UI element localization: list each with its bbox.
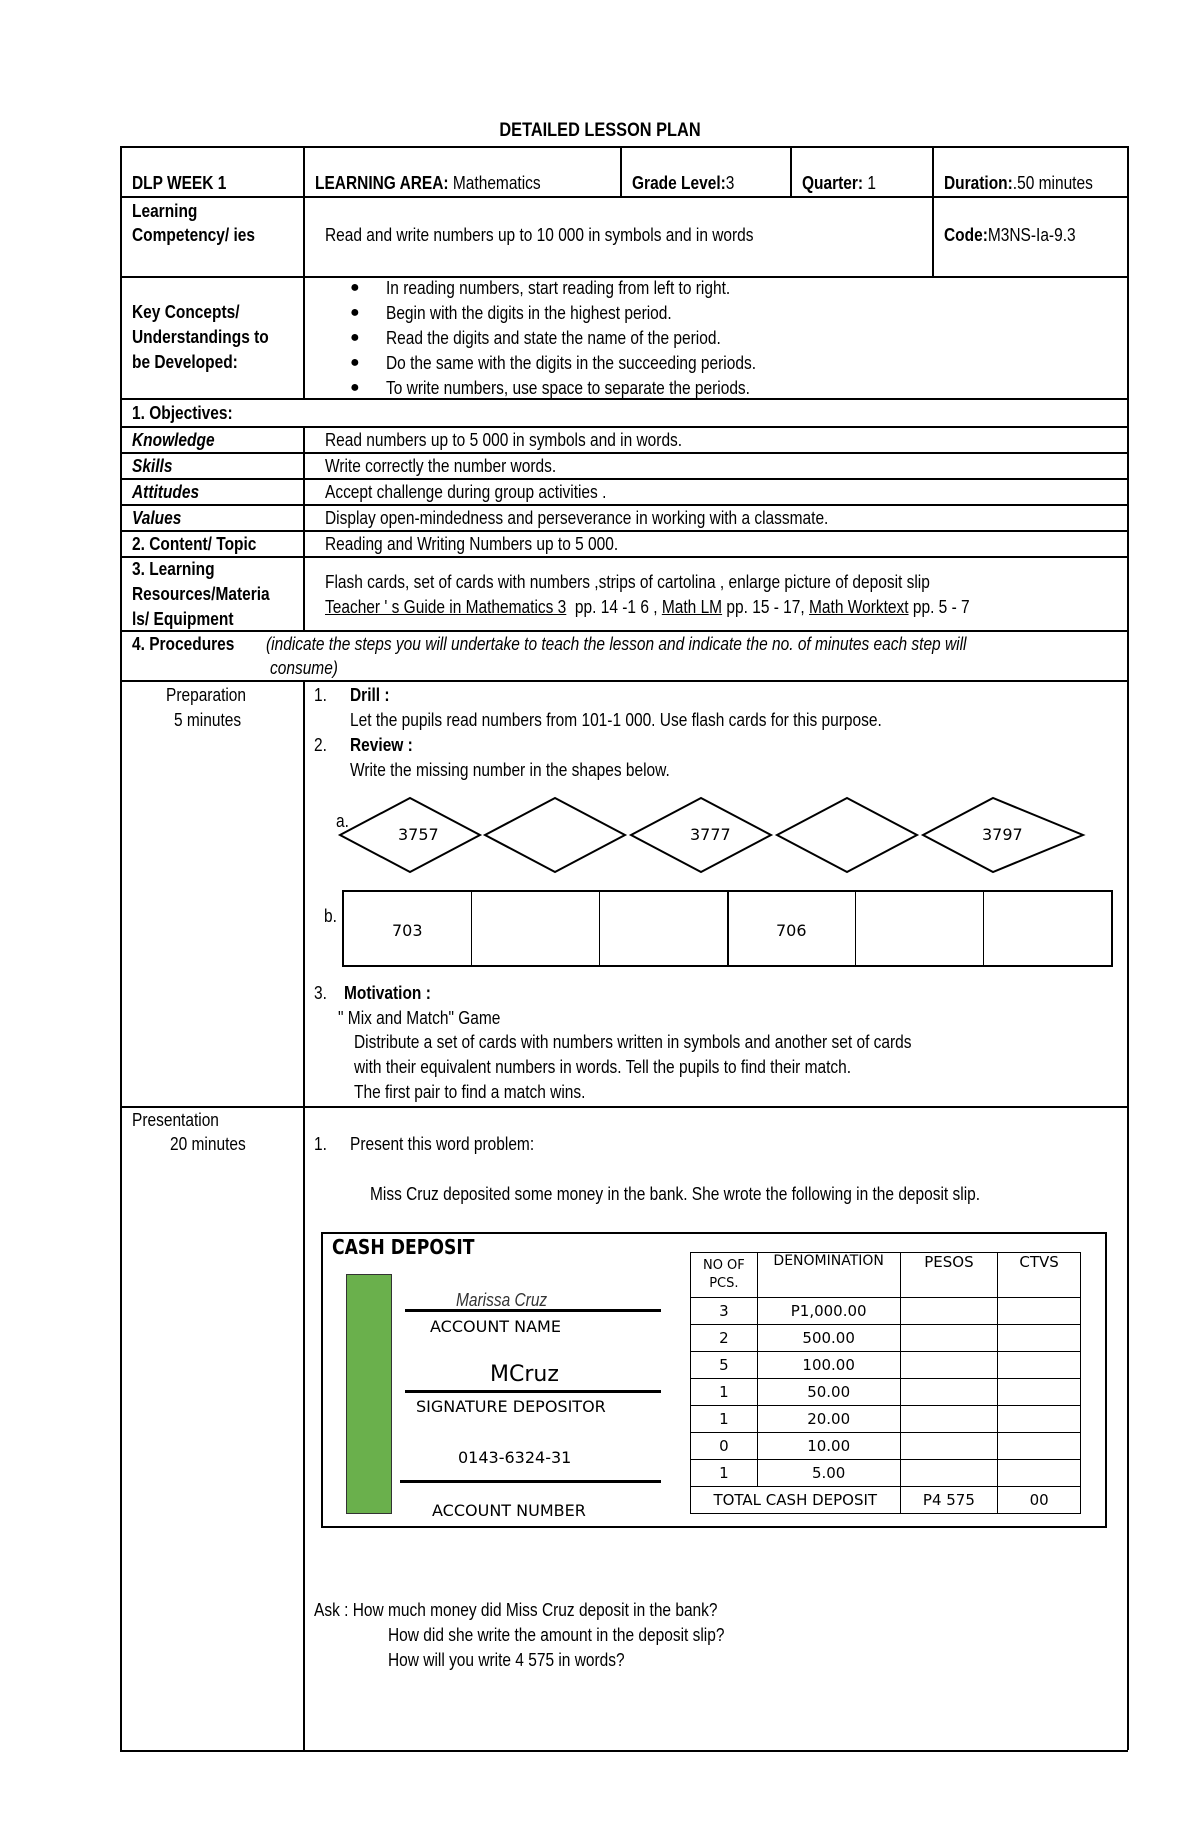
presentation-minutes: 20 minutes (170, 1134, 246, 1154)
review-a-label: a. (336, 811, 349, 831)
total-ctvs: 00 (998, 1487, 1081, 1514)
procedures-note-2: consume) (270, 658, 338, 678)
ask-question: Ask : How much money did Miss Cruz deposit in the bank? (314, 1600, 718, 1620)
deposit-slip-stripe (346, 1274, 392, 1514)
col-header-pcs: NO OF PCS. (691, 1253, 758, 1298)
key-concept-item: Read the digits and state the name of the period. (386, 328, 721, 348)
resources-label-2: Resources/Materia (132, 584, 270, 604)
signature-value: MCruz (490, 1362, 559, 1387)
procedures-label: 4. Procedures (132, 634, 235, 654)
attitudes-label: Attitudes (132, 482, 200, 502)
key-concepts-label-2: Understandings to (132, 327, 269, 347)
total-label: TOTAL CASH DEPOSIT (691, 1487, 901, 1514)
bullet-icon: ● (350, 329, 360, 346)
preparation-minutes: 5 minutes (174, 710, 242, 730)
account-name-value: Marissa Cruz (456, 1290, 548, 1310)
procedures-note: (indicate the steps you will undertake to teach the lesson and indicate the no. of minutes each step will (266, 634, 967, 654)
presentation-item-number: 1. (314, 1134, 327, 1154)
competency-text: Read and write numbers up to 10 000 in symbols and in words (325, 225, 754, 245)
presentation-label: Presentation (132, 1110, 219, 1130)
motivation-title: Motivation : (344, 983, 431, 1003)
knowledge-label: Knowledge (132, 430, 215, 450)
diamond-value: 3777 (690, 825, 731, 844)
skills-text: Write correctly the number words. (325, 456, 557, 476)
motivation-text: The first pair to find a match wins. (354, 1082, 586, 1102)
table-row: 2 500.00 (691, 1325, 1081, 1352)
competency-code: Code:M3NS-Ia-9.3 (944, 225, 1076, 245)
resources-references: Teacher ' s Guide in Mathematics 3 pp. 14 -1 6 , Math LM pp. 15 - 17, Math Worktext pp. 5 - 7 (325, 597, 970, 617)
grade-level: Grade Level:3 (632, 173, 735, 193)
motivation-game: " Mix and Match" Game (338, 1008, 501, 1028)
presentation-item-text: Present this word problem: (350, 1134, 535, 1154)
values-label: Values (132, 508, 182, 528)
motivation-text: Distribute a set of cards with numbers written in symbols and another set of cards (354, 1032, 912, 1052)
number-box (599, 890, 728, 967)
content-label: 2. Content/ Topic (132, 534, 257, 554)
skills-label: Skills (132, 456, 173, 476)
deposit-slip-title: CASH DEPOSIT (332, 1235, 475, 1259)
key-concept-item: To write numbers, use space to separate the periods. (386, 378, 750, 398)
bullet-icon: ● (350, 279, 360, 296)
number-box (983, 890, 1113, 967)
page-title: DETAILED LESSON PLAN (499, 120, 701, 141)
table-row: 5 100.00 (691, 1352, 1081, 1379)
learning-area: LEARNING AREA: Mathematics (315, 173, 541, 193)
table-row: 1 50.00 (691, 1379, 1081, 1406)
denomination-table (690, 1252, 1081, 1514)
account-number-label: ACCOUNT NUMBER (432, 1501, 586, 1520)
word-problem: Miss Cruz deposited some money in the bank. She wrote the following in the deposit slip. (370, 1184, 981, 1204)
col-header-denomination: DENOMINATION (757, 1253, 900, 1298)
dlp-week: DLP WEEK 1 (132, 173, 227, 193)
review-text: Write the missing number in the shapes below. (350, 760, 670, 780)
attitudes-text: Accept challenge during group activities . (325, 482, 607, 502)
table-row: 1 20.00 (691, 1406, 1081, 1433)
number-box (855, 890, 984, 967)
values-text: Display open-mindedness and perseverance in working with a classmate. (325, 508, 829, 528)
diamond-value: 3757 (398, 825, 439, 844)
resources-label-3: ls/ Equipment (132, 609, 234, 629)
quarter: Quarter: 1 (802, 173, 877, 193)
competency-label-2: Competency/ ies (132, 225, 256, 245)
total-row (691, 1487, 1081, 1514)
col-header-ctvs: CTVS (998, 1253, 1081, 1298)
key-concept-item: Begin with the digits in the highest period. (386, 303, 672, 323)
review-number: 2. (314, 735, 327, 755)
motivation-number: 3. (314, 983, 327, 1003)
box-value: 706 (776, 921, 807, 940)
key-concepts-label-3: be Developed: (132, 352, 238, 372)
total-pesos: P4 575 (900, 1487, 998, 1514)
table-row: 3 P1,000.00 (691, 1298, 1081, 1325)
signature-label: SIGNATURE DEPOSITOR (416, 1397, 606, 1416)
key-concepts-label: Key Concepts/ (132, 302, 240, 322)
objectives-heading: 1. Objectives: (132, 403, 233, 423)
ask-question: How did she write the amount in the deposit slip? (388, 1625, 725, 1645)
account-number-value: 0143-6324-31 (458, 1448, 572, 1467)
review-title: Review : (350, 735, 413, 755)
motivation-text: with their equivalent numbers in words. Tell the pupils to find their match. (354, 1057, 852, 1077)
resources-label: 3. Learning (132, 559, 215, 579)
drill-number: 1. (314, 685, 327, 705)
account-name-label: ACCOUNT NAME (430, 1317, 561, 1336)
box-value: 703 (392, 921, 423, 940)
drill-title: Drill : (350, 685, 390, 705)
competency-label: Learning (132, 201, 198, 221)
table-row: 1 5.00 (691, 1460, 1081, 1487)
key-concept-item: Do the same with the digits in the succeeding periods. (386, 353, 757, 373)
table-row: 0 10.00 (691, 1433, 1081, 1460)
review-b-label: b. (324, 906, 337, 926)
duration: Duration:.50 minutes (944, 173, 1093, 193)
bullet-icon: ● (350, 304, 360, 321)
number-box (471, 890, 600, 967)
content-text: Reading and Writing Numbers up to 5 000. (325, 534, 619, 554)
bullet-icon: ● (350, 354, 360, 371)
resources-text: Flash cards, set of cards with numbers ,strips of cartolina , enlarge picture of deposit slip (325, 572, 930, 592)
knowledge-text: Read numbers up to 5 000 in symbols and in words. (325, 430, 683, 450)
key-concept-item: In reading numbers, start reading from left to right. (386, 278, 731, 298)
preparation-label: Preparation (166, 685, 247, 705)
bullet-icon: ● (350, 379, 360, 396)
col-header-pesos: PESOS (900, 1253, 998, 1298)
drill-text: Let the pupils read numbers from 101-1 000. Use flash cards for this purpose. (350, 710, 882, 730)
ask-question: How will you write 4 575 in words? (388, 1650, 625, 1670)
diamond-value: 3797 (982, 825, 1023, 844)
